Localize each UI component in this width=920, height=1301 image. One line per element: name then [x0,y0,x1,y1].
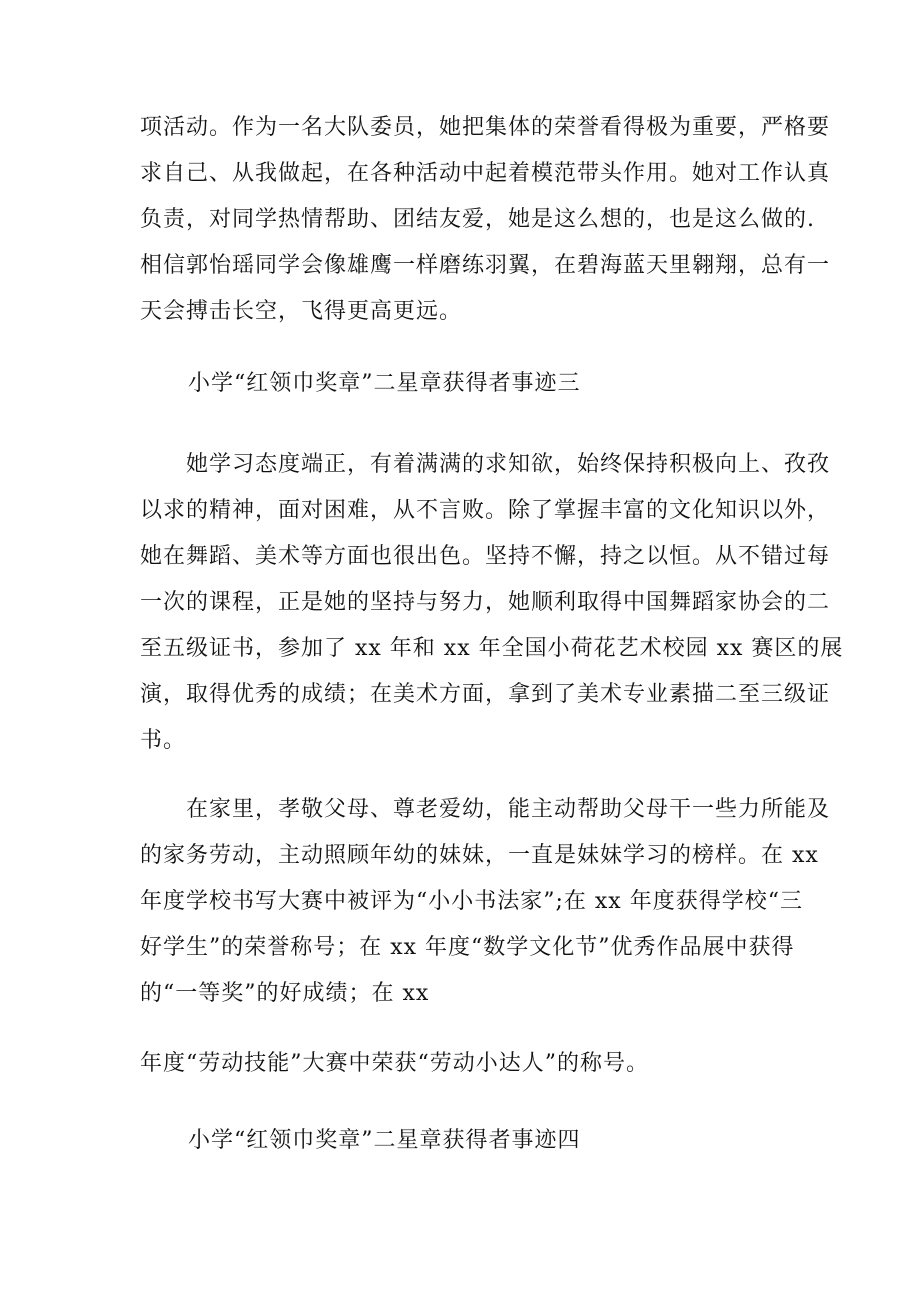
text-line: 年度“劳动技能”大赛中荣获“劳动小达人”的称号。 [140,1051,649,1076]
text-line: 她学习态度端正，有着满满的求知欲，始终保持积极向上、孜孜 [140,452,831,477]
paragraph-3 [140,787,831,1017]
paragraph-2 [140,442,844,764]
text-line: 演，取得优秀的成绩；在美术方面，拿到了美术专业素描二至三级证 [140,682,831,707]
text-line: 至五级证书，参加了 xx 年和 xx 年全国小荷花艺术校园 xx 赛区的展 [140,636,844,661]
text-line: 相信郭怡瑶同学会像雄鹰一样磨练羽翼，在碧海蓝天里翱翔，总有一 [140,253,831,278]
text-line: 在家里，孝敬父母、尊老爱幼，能主动帮助父母干一些力所能及 [140,797,831,822]
text-line: 一次的课程，正是她的坚持与努力，她顺利取得中国舞蹈家协会的二 [140,590,831,615]
paragraph-1 [140,105,831,335]
text-line: 年度学校书写大赛中被评为“小小书法家”;在 xx 年度获得学校“三 [140,889,803,914]
text-line: 以求的精神，面对困难，从不言败。除了掌握丰富的文化知识以外， [140,498,831,523]
section-heading-4: 小学“红领巾奖章”二星章获得者事迹四 [188,1128,581,1153]
text-line: 求自己、从我做起，在各种活动中起着模范带头作用。她对工作认真 [140,161,831,186]
text-line: 的“一等奖”的好成绩；在 xx [140,981,430,1006]
text-line: 的家务劳动，主动照顾年幼的妹妹，一直是妹妹学习的榜样。在 xx [140,843,819,868]
text-line: 书。 [140,728,187,753]
text-line: 好学生”的荣誉称号；在 xx 年度“数学文化节”优秀作品展中获得 [140,935,795,960]
text-line: 负责，对同学热情帮助、团结友爱，她是这么想的，也是这么做的. [140,207,815,232]
text-line: 项活动。作为一名大队委员，她把集体的荣誉看得极为重要，严格要 [140,115,831,140]
paragraph-4 [140,1041,800,1087]
text-line: 她在舞蹈、美术等方面也很出色。坚持不懈，持之以恒。从不错过每 [140,544,831,569]
section-heading-3: 小学“红领巾奖章”二星章获得者事迹三 [188,371,581,396]
text-line: 天会搏击长空，飞得更高更远。 [140,299,463,324]
